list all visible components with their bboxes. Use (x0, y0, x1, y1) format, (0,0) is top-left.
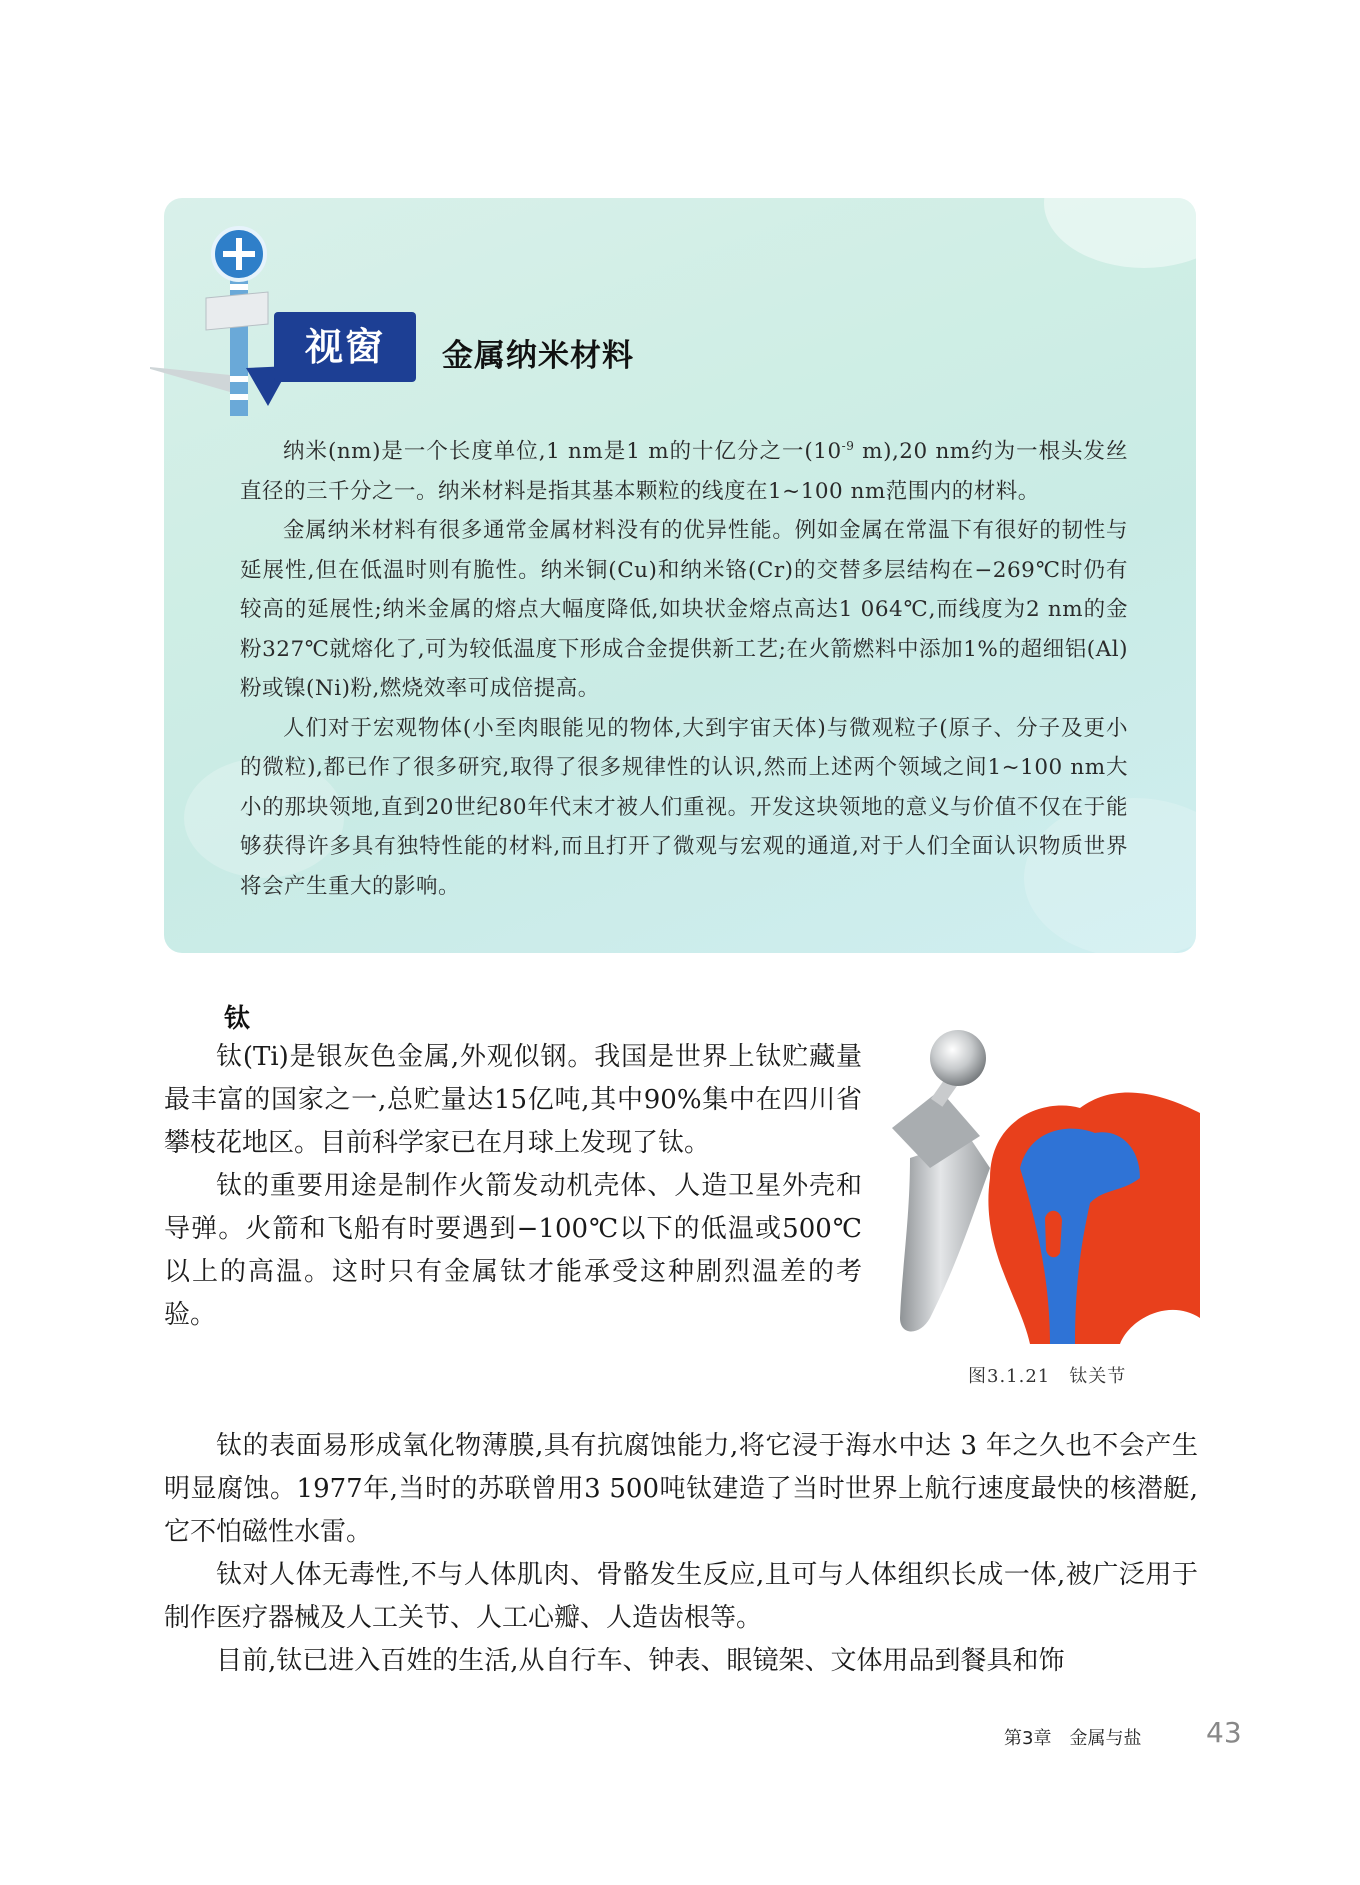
sidebar-title: 金属纳米材料 (442, 338, 634, 374)
page-number: 43 (1206, 1716, 1242, 1749)
body-paragraph: 钛的重要用途是制作火箭发动机壳体、人造卫星外壳和导弹。火箭和飞船有时要遇到−100℃以下的低温或500℃以上的高温。这时只有金属钛才能承受这种剧烈温差的考验。 (164, 1171, 862, 1330)
body-text-top (164, 1036, 862, 1337)
titanium-joint-image (870, 1018, 1200, 1344)
section-heading: 钛 (224, 1004, 251, 1034)
sidebar-paragraph: 纳米(nm)是一个长度单位,1 nm是1 m的十亿分之一($10^{-9}$ m),20 nm约为一根头发丝直径的三千分之一。纳米材料是指其基本颗粒的线度在1~100 nm范围内的材料。 (240, 438, 1128, 504)
sidebar-paragraph: 金属纳米材料有很多通常金属材料没有的优异性能。例如金属在常温下有很好的韧性与延展性,但在低温时则有脆性。纳米铜(Cu)和纳米铬(Cr)的交替多层结构在−269℃时仍有较高的延展性;纳米金属的熔点大幅度降低,如块状金熔点高达1 064℃,而线度为2 nm的金粉327℃就熔化了,可为较低温度下形成合金提供新工艺;在火箭燃料中添加1%的超细铝(Al)粉或镍(Ni)粉,燃烧效率可成倍提高。 (240, 518, 1128, 701)
body-paragraph: 钛的表面易形成氧化物薄膜,具有抗腐蚀能力,将它浸于海水中达 3 年之久也不会产生明显腐蚀。1977年,当时的苏联曾用3 500吨钛建造了当时世界上航行速度最快的核潜艇,它不怕磁性水雷。 (164, 1431, 1198, 1547)
body-paragraph: 钛(Ti)是银灰色金属,外观似钢。我国是世界上钛贮藏量最丰富的国家之一,总贮量达15亿吨,其中90%集中在四川省攀枝花地区。目前科学家已在月球上发现了钛。 (164, 1042, 862, 1158)
body-text-bottom (164, 1425, 1198, 1683)
sidebar-text (240, 432, 1128, 906)
body-paragraph: 钛对人体无毒性,不与人体肌肉、骨骼发生反应,且可与人体组织长成一体,被广泛用于制作医疗器械及人工关节、人工心瓣、人造齿根等。 (164, 1560, 1198, 1633)
chapter-label: 第3章 金属与盐 (1004, 1728, 1142, 1749)
figure-caption: 图3.1.21 钛关节 (968, 1366, 1127, 1387)
window-tag: 视窗 (274, 312, 416, 382)
sidebar-paragraph: 人们对于宏观物体(小至肉眼能见的物体,大到宇宙天体)与微观粒子(原子、分子及更小的微粒),都已作了很多研究,取得了很多规律性的认识,然而上述两个领域之间1~100 nm大小的那块领地,直到20世纪80年代末才被人们重视。开发这块领地的意义与价值不仅在于能够获得许多具有独特性能的材料,而且打开了微观与宏观的通道,对于人们全面认识物质世界将会产生重大的影响。 (240, 715, 1128, 899)
body-paragraph: 目前,钛已进入百姓的生活,从自行车、钟表、眼镜架、文体用品到餐具和饰 (216, 1646, 1065, 1676)
